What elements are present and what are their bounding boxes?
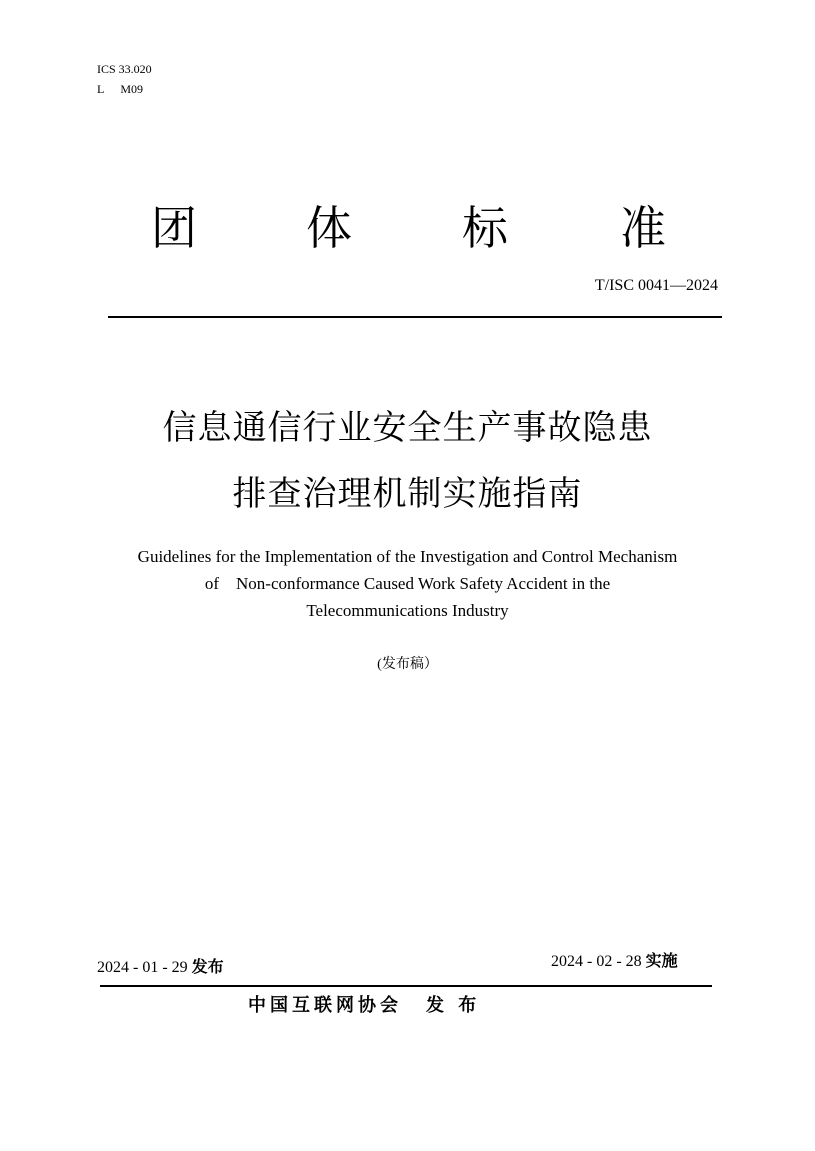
- ccs-number: M09: [120, 82, 144, 96]
- draft-status: (发布稿）: [377, 657, 438, 672]
- chinese-title-line-1: 信息通信行业安全生产事故隐患: [162, 408, 653, 448]
- standard-type-heading: [0, 196, 815, 260]
- english-title-line-3: Telecommunications Industry: [306, 601, 509, 620]
- publisher-line: [248, 994, 480, 1018]
- english-title-line-1: Guidelines for the Implementation of the Investigation and Control Mechanism: [137, 547, 678, 566]
- standard-number: T/ISC 0041—2024: [594, 277, 718, 294]
- publisher-label: 发 布: [426, 995, 481, 1016]
- publish-date-line: [97, 956, 224, 979]
- standard-type-char: 标: [462, 201, 508, 255]
- publisher-name: 中国互联网协会: [248, 995, 402, 1016]
- standard-type-char: 准: [620, 201, 666, 255]
- chinese-title-line-2: 排查治理机制实施指南: [232, 474, 583, 514]
- publish-label: 发布: [191, 957, 224, 976]
- publish-date: 2024 - 01 - 29: [97, 959, 188, 976]
- english-title-line-2: of Non-conformance Caused Work Safety Accident in the: [204, 574, 611, 593]
- implement-label: 实施: [645, 951, 678, 970]
- top-divider: [108, 316, 722, 318]
- ics-code: ICS 33.020: [97, 62, 152, 76]
- standard-type-char: 体: [306, 201, 352, 255]
- implement-date-line: [551, 950, 678, 973]
- english-title: [0, 543, 815, 624]
- ccs-letter: L: [97, 82, 105, 96]
- standard-type-char: 团: [151, 201, 197, 255]
- bottom-divider: [100, 985, 712, 987]
- ccs-code: [97, 82, 143, 96]
- implement-date: 2024 - 02 - 28: [551, 953, 642, 970]
